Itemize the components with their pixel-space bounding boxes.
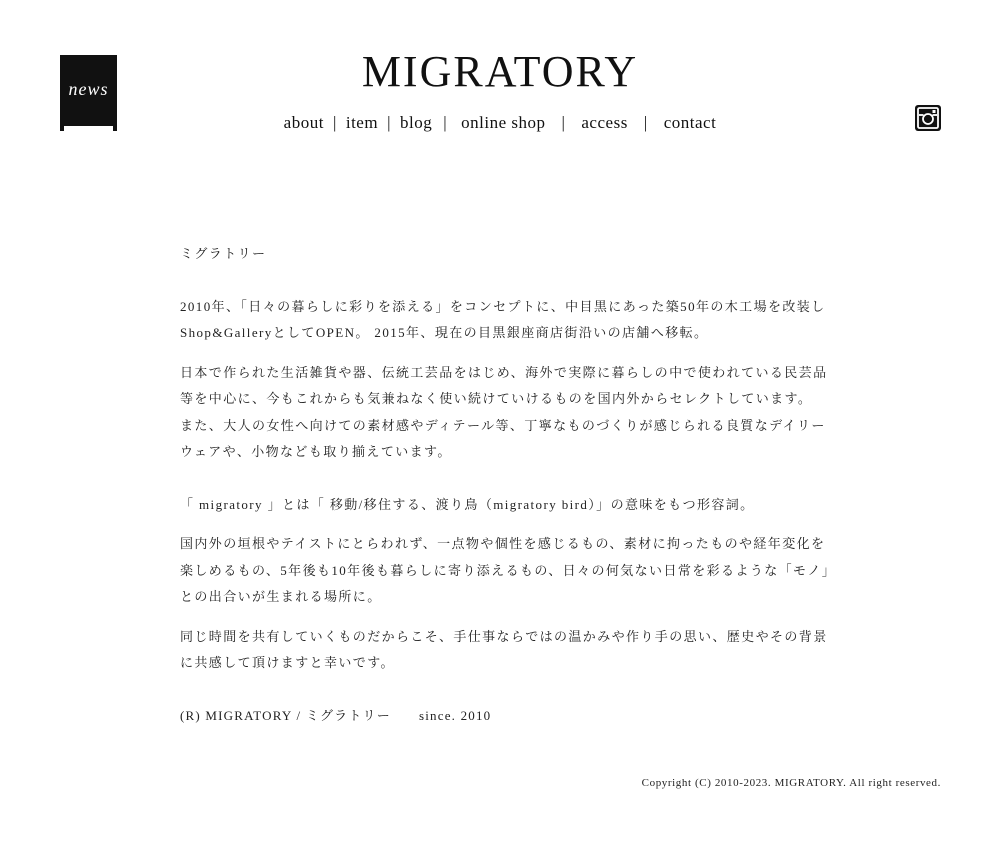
text-line: に共感して頂けますと幸いです。 [180,655,395,670]
since-year: since. 2010 [418,707,492,723]
site-logo[interactable]: MIGRATORY [361,47,639,96]
copyright-text: Copyright (C) 2010-2023. MIGRATORY. All right reserved. [641,777,941,789]
text-line: また、大人の女性へ向けての素材感やディテール等、丁寧なものづくりが感じられる良質なデイリー [180,417,826,433]
nav-item[interactable]: item [345,113,379,132]
paragraph-history [180,294,830,347]
nav-separator: | [387,113,391,132]
paragraph-closing [180,624,830,677]
text-line: 同じ時間を共有していくものだからこそ、手仕事ならではの温かみや作り手の思い、歴史やその背景 [180,628,828,644]
nav-online-shop[interactable]: online shop [461,113,546,132]
paragraph-meaning [180,492,830,519]
text-line: ウェアや、小物なども取り揃えています。 [180,444,452,459]
nav-separator: | [443,113,448,132]
paragraph-products [180,360,830,466]
content-title: ミグラトリー [180,246,267,261]
about-content [180,241,837,729]
main-nav [0,113,1000,133]
brand-name: (R) MIGRATORY / ミグラトリー [180,707,391,723]
text-line: 日本で作られた生活雑貨や器、伝統工芸品をはじめ、海外で実際に暮らしの中で使われている民芸品 [180,364,828,380]
text-line: 楽しめるもの、5年後も10年後も暮らしに寄り添えるもの、日々の何気ない日常を彩るような「モノ」 [180,562,837,578]
nav-access[interactable]: access [581,113,628,132]
instagram-icon[interactable] [915,105,941,131]
nav-blog[interactable]: blog [399,113,433,132]
brand-line [180,703,830,730]
text-line: 「 migratory 」とは「 移動/移住する、渡り鳥（migratory bird）」の意味をもつ形容詞。 [180,496,755,512]
text-line: Shop&GalleryとしてOPEN。 2015年、現在の目黒銀座商店街沿いの店舗へ移転。 [180,325,709,340]
text-line: 国内外の垣根やテイストにとらわれず、一点物や個性を感じるもの、素材に拘ったものや経年変化を [180,536,826,551]
nav-separator: | [643,113,648,132]
text-line: 2010年、「日々の暮らしに彩りを添える」をコンセプトに、中目黒にあった築50年の木工場を改装し [180,298,826,314]
nav-separator: | [332,113,337,132]
nav-separator: | [561,113,566,132]
text-line: との出合いが生まれる場所に。 [180,589,382,604]
news-label: news [68,79,109,99]
paragraph-concept [180,531,837,611]
nav-contact[interactable]: contact [663,113,717,132]
nav-about[interactable]: about [283,113,324,132]
text-line: 等を中心に、今もこれからも気兼ねなく使い続けていけるものを国内外からセレクトしています。 [180,391,813,406]
